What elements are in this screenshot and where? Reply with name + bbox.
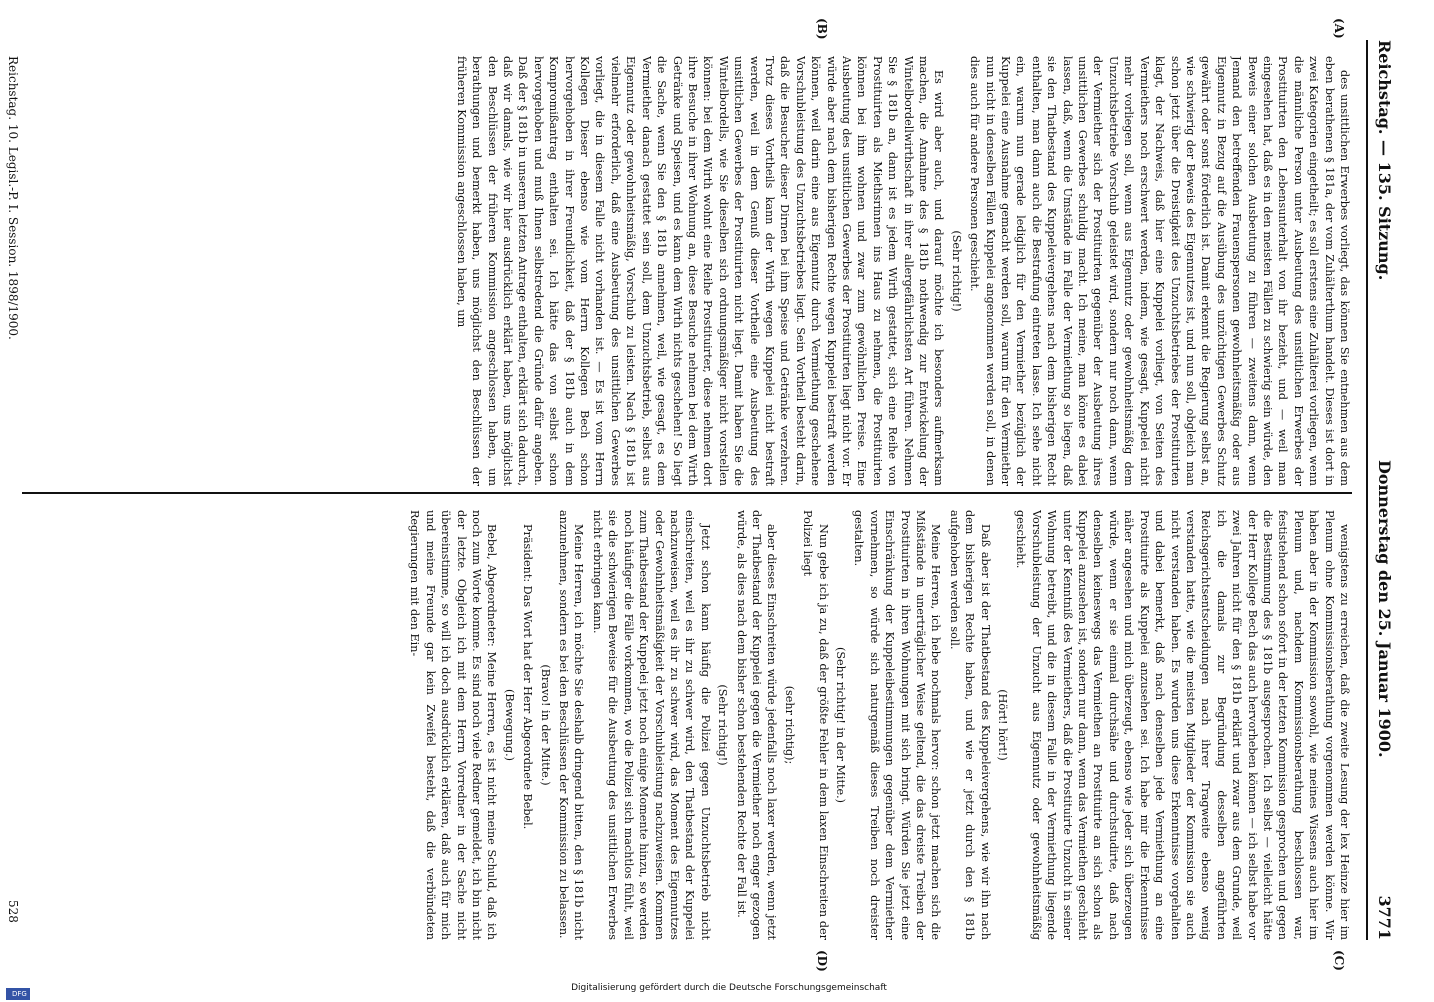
paragraph: des unsittlichen Erwerbes vorliegt, das können Sie entnehmen aus dem eben berathenen § 181a, der vom Zuhälterthum handelt. Dieses ist dort in zwei Kategorien eingetheilt; es soll erstens eine Zuhälterei vorliegen, wenn die männliche Person unter Ausbeutung des unsittlichen Erwerbes der Prostituirten den Lebensunterhalt von ihr bezieht, und — weil man eingesehen hat, daß es in den meisten Fällen zu schwierig sein würde, den Beweis einer solchen Ausbeutung zu führen — zweitens dann, wenn Jemand den betreffenden Frauenspersonen gewohnheitsmäßig oder aus Eigennutz in Bezug auf die Ausübung des unzüchtigen Gewerbes Schutz gewährt oder sonst förderlich ist. Damit erkennt die Regierung selbst an, wie schwierig der Beweis des Eigennutzes ist, und nun soll, obgleich man schon jetzt über die Dreistigkeit des Unzuchtsbetriebes der Prostituirten klagt, der Nachweis, daß hier eine Kuppelei vorliegt, von Seiten des Vermiethers noch erschwert werden, indem, wie gesagt, Kuppelei nicht mehr vorliegen soll, wenn aus Eigennutz oder gewohnheitsmäßig dem Unzuchtsbetriebe Vorschub geleistet wird, sondern nur noch dann, wenn der Vermiether sich der Prostituirten gegenüber der Ausbeutung ihres unsittlichen Gewerbes schuldig macht. Ich meine, man könne es dabei lassen, daß, wenn die Umstände im Falle der Vermiethung so liegen, daß sie den Thatbestand des Kuppeleivergehens nach dem bisherigen Recht enthalten, man dann auch die Bestrafung eintreten lasse. Ich sehe nicht ein, warum nun gerade lediglich für den Vermiether bezüglich der Kuppelei eine Ausnahme gemacht werden soll, warum für den Vermiether nun nicht in denselben Fällen Kuppelei angenommen werden soll, in denen dies auch für andere Personen geschieht.: [968, 56, 1351, 486]
left-text-column: [22, 56, 1352, 486]
dfg-logo-text: DFG: [12, 990, 27, 998]
paragraph: (sehr richtig);: [782, 685, 796, 765]
page-header: [1366, 40, 1394, 940]
paragraph: Es wird aber auch, und darauf möchte ich besonders aufmerksam machen, die Annahme des § 181b nothwendig zur Entwickelung der Wintelbordellwirthschaft in ihrer allergefährlichsten Art führen. Nehmen Sie § 181b an, dann ist es jedem Wirth gestattet, sich eine Reihe von Prostituirten als Miethsrinnen ins Haus zu nehmen, die Prostituirten können bei ihm wohnen und zwar zum gewöhnlichen Preise. Eine Ausbeutung des unsittlichen Gewerbes der Prostituirten liegt nicht vor. Er würde aber nach dem bisherigen Rechte wegen Kuppelei bestraft werden können, weil darin eine aus Eigennutz durch Vermiethung geschehene Vorschubleistung des Unzuchtsbetriebes liegt. Sein Vortheil besteht darin, daß die Besucher dieser Dirnen bei ihm Speise und Getränke verzehren. Trotz dieses Vortheils kann der Wirth wegen Kuppelei nicht bestraft werden, weil in dem Genuß dieser Vortheile eine Ausbeutung des unsittlichen Gewerbes der Prostituirten nicht liegt. Damit haben Sie die Wintelbordells, wie Sie dieselben sich ordnungsmäßiger nicht vorstellen können: bei dem Wirth wohnt eine Reihe Prostituirter, diese nehmen dort ihre Besuche in ihrer Wohnung an, diese Besuche nehmen bei dem Wirth Getränke und Speisen, und es kann dem Wirth nichts geschehen! So liegt die Sache, wenn Sie den § 181b annehmen, weil, wie gesagt, es dem Vermiether danach gestattet sein soll, dem Unzuchtsbetrieb, selbst aus Eigennutz oder gewohnheitsmäßig, Vorschub zu leisten. Nach § 181b ist vielmehr erforderlich, daß eine Ausbeutung des unsittlichen Gewerbes vorliegt, die in diesem Falle nicht vorhanden ist. — Es ist vom Herrn Kollegen Dieser ebenso wie vom Herrn Kollegen Bech schon hervorgehoben in ihrer Freundlichkeit, daß der § 181b auch in dem Kompromißantrag enthalten sei. Ich hätte das von selbst schon hervorgehoben und muß Ihnen selbstredend die Gründe dafür angeben. Daß der § 181b in unserem letzten Antrage enthalten, erklärt sich dadurch, daß wir damals, wie wir hier ausdrücklich erklärt haben, uns möglichst den Beschlüssen der früheren Kommission angeschlossen haben, um berathungen und bemerkt haben, uns möglichst den Beschlüssen der früheren Kommission angeschlossen haben, um: [454, 56, 946, 486]
paragraph: (Bravo! in der Mitte.): [538, 664, 552, 786]
footer-sheet-number: 528: [6, 900, 20, 923]
margin-marker-d: (D): [815, 950, 829, 972]
paragraph: Präsident: Das Wort hat der Herr Abgeordnete Bebel.: [521, 524, 535, 830]
paragraph: Daß aber ist der Thatbestand des Kuppeleivergehens, wie wir ihn nach dem bisherigen Rechte haben, und wie er jetzt durch den § 181b aufgehoben werden soll.: [947, 510, 992, 940]
paragraph: (Sehr richtig! in der Mitte.): [834, 646, 847, 804]
digitization-note-text: Digitalisierung gefördert durch die Deutsche Forschungsgemeinschaft: [571, 983, 887, 993]
header-session: Reichstag. — 135. Sitzung.: [1375, 40, 1394, 281]
footer-imprint: Reichstag. 10. Legisl.-P. I. Session. 1898/1900.: [6, 56, 20, 340]
right-text-column: [22, 510, 1352, 940]
page-number: 3771: [1375, 895, 1394, 940]
column-divider: [22, 492, 1352, 494]
paragraph: (Hört! hört!): [996, 689, 1010, 761]
paragraph: aber dieses Einschreiten würde jedenfalls noch laxer werden, wenn jetzt der Thatbestand der Kuppelei gegen die Vermiether noch enger gezogen würde, als dies nach dem bisher schon bestehenden Rechte der Fall ist.: [734, 510, 779, 940]
paragraph: Nun gebe ich ja zu, daß der größte Fehler in dem laxen Einschreiten der Polizei liegt: [801, 510, 830, 940]
margin-marker-a: (A): [1332, 18, 1346, 39]
paragraph: Jetzt schon kann häufig die Polizei gegen Unzuchtsbetrieb nicht einschreiten, weil es ihr zu schwer wird, den Thatbestand der Kuppelei nachzuweisen, weil es ihr zu schwer wird, das Moment des Eigennutzes oder Gewohnheitsmäßigkeit der Vorschubleistung nachzuweisen. Kommen zum Thatbestand der Kuppelei jetzt noch einige Momente hinzu, so werden noch häufiger die Fälle vorkommen, wo die Polizei sich machtlos fühlt, weil sie die schwierigen Beweise für die Ausbeutung des unsittlichen Erwerbes nicht erbringen kann.: [590, 510, 712, 940]
margin-marker-c: (C): [1332, 950, 1346, 971]
paragraph: Meine Herren, ich hebe nochmals hervor: schon jetzt machen sich die Mißstände in unerträglicher Weise geltend, die das dreiste Treiben der Prostituirten in ihren Wohnungen mit sich bringt. Würden Sie jetzt eine Einschränkung der Kuppeleibestimmungen gegenüber dem Vermiether vornehmen, so würde sich naturgemäß dieses Treiben noch dreister gestalten.: [852, 510, 943, 940]
paragraph: (Sehr richtig!): [716, 684, 730, 766]
margin-marker-b: (B): [815, 18, 829, 40]
header-date: Donnerstag den 25. Januar 1900.: [1375, 460, 1394, 758]
dfg-logo: [6, 988, 30, 1000]
paragraph: (Bewegung.): [502, 688, 516, 762]
paragraph: (Sehr richtig!): [949, 230, 963, 312]
paragraph: Bebel, Abgeordneter: Meine Herren, es ist nicht meine Schuld, daß ich noch zum Worte komme. Es sind noch viele Redner gemeldet, ich bin nicht der letzte. Obgleich ich mit dem Herrn Vorredner in der Sache nicht übereinstimme, so will ich doch ausdrücklich erklären, daß auch für mich und meine Freunde gar kein Zweifel besteht, daß die verbündeten Regierungen mit den Ein-: [408, 510, 499, 940]
paragraph: wenigstens zu erreichen, daß die zweite Lesung der lex Heinze hier im Plenum ohne Kommissionsberathung vorgenommen werden könne. Wir haben aber in der Kommission sowohl, wie meines Wissens auch hier im Plenum und, nachdem Kommissionsberathung beschlossen war, festistehend schon sofort in der letzten Kommission gesprochen und gegen die Bestimmung des § 181b ausgesprochen. Ich selbst — vielleicht hätte der Herr Kollege Bech das auch hervorheben können — ich selbst habe vor zwei Jahren nicht für den § 181b erklärt und zwar aus dem Grunde, weil ich die damals zur Begründung desselben angeführten Reichsgerichtsentscheidungen nach ihrer Tragweite ebenso wenig verstanden hatte, wie die meisten Mitglieder der Kommission sie auch nicht verstanden haben. Es wurden uns diese Erkenntnisse vorgehalten und dabei bemerkt, daß nach denselben jede Vermiethung an eine Prostituirte als Kuppelei anzusehen sei. Ich habe mir die Erkenntnisse näher angesehen und mich überzeugt, ebenso wie jeder sich überzeugen würde, wenn er sie einmal durchsähe und durchstudirte, daß nach denselben keineswegs das Vermiethen an Prostituirte an sich schon als Kuppelei anzusehen ist, sondern nur dann, wenn das Vermiethen geschieht unter der Kenntniß des Vermiethers, daß die Prostituirte Unzucht in seiner Wohnung betreibt, und die in diesem Falle in der Vermiethung liegende Vorschubleistung der Unzucht aus Eigennutz oder gewohnheitsmäßig geschieht.: [1014, 510, 1351, 940]
paragraph: Meine Herren, ich möchte Sie deshalb dringend bitten, den § 181b nicht anzunehmen, sondern es bei den Beschlüssen der Kommission zu belassen.: [557, 510, 586, 940]
